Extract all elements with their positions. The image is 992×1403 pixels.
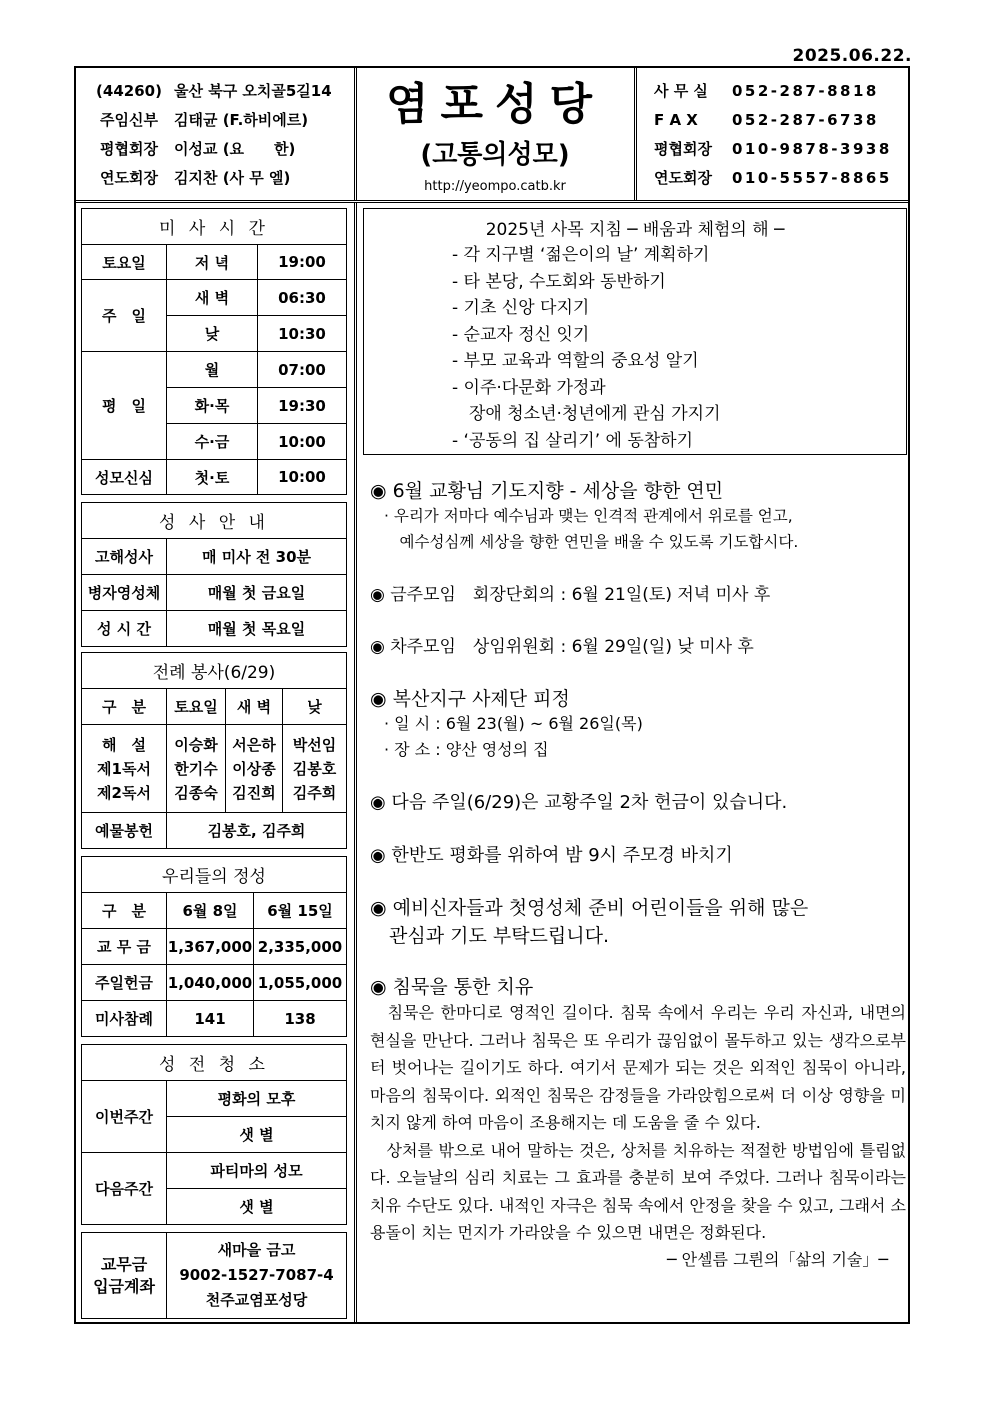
fax-row	[646, 105, 906, 134]
account-label: 교무금	[100, 1254, 148, 1274]
table-cell: 평 일	[82, 352, 167, 460]
yeondo-row	[84, 163, 346, 192]
table-cell	[82, 1233, 167, 1319]
table-cell: 이번주간	[82, 1081, 167, 1153]
offering-title: 우리들의 정성	[82, 857, 347, 893]
table-cell	[283, 725, 347, 813]
table-cell: 김봉호, 김주희	[167, 813, 347, 849]
volunteer-name: 김봉호	[292, 759, 337, 778]
table-cell: 1,040,000	[167, 965, 254, 1001]
table-cell	[226, 725, 283, 813]
parish-url[interactable]: http://yeompo.catb.kr	[424, 179, 566, 194]
table-cell: 주 일	[82, 280, 167, 352]
account-holder: 천주교염포성당	[205, 1291, 308, 1309]
news-papal-collection: ◉ 다음 주일(6/29)은 교황주일 2차 헌금이 있습니다.	[370, 792, 788, 813]
liturgy-title: 전례 봉사(6/29)	[82, 653, 347, 689]
mass-times-title: 미 사 시 간	[82, 209, 347, 245]
news-detail: 예수성심께 세상을 향한 연민을 배울 수 있도록 기도합시다.	[384, 533, 799, 551]
parish-info	[84, 76, 346, 192]
table-cell: 파티마의 성모	[167, 1153, 347, 1189]
table-cell: 예물봉헌	[82, 813, 167, 849]
news-meeting-next-week: ◉ 차주모임 상임위원회 : 6월 29일(일) 낮 미사 후	[370, 637, 754, 657]
table-cell: 낮	[283, 689, 347, 725]
list-item: - 순교자 정신 잇기	[452, 324, 590, 345]
table-cell: 19:00	[258, 245, 347, 280]
postal-code: (44260)	[96, 81, 162, 100]
list-item: - 기초 신앙 다지기	[452, 298, 590, 318]
table-cell: 10:30	[258, 316, 347, 352]
table-cell: 수·금	[167, 424, 258, 460]
offering-table	[81, 856, 347, 1037]
table-cell: 화·목	[167, 388, 258, 424]
catechumen-notice	[370, 894, 906, 950]
volunteer-name: 서은하	[232, 735, 276, 754]
news-detail: · 장 소 : 양산 영성의 집	[384, 740, 549, 759]
news-heading: 관심과 기도 부탁드립니다.	[370, 925, 610, 947]
contact-info	[646, 76, 906, 192]
news-meeting-this-week: ◉ 금주모임 회장단회의 : 6월 21일(토) 저녁 미사 후	[370, 585, 771, 605]
pastor-row	[84, 105, 346, 134]
news-peace-prayer: ◉ 한반도 평화를 위하여 밤 9시 주모경 바치기	[370, 845, 733, 866]
address-row	[84, 76, 346, 105]
header-vdivider-1	[354, 68, 357, 200]
table-cell: 병자영성체	[82, 575, 167, 611]
news-heading: ◉ 6월 교황님 기도지향 - 세상을 향한 연민	[370, 480, 724, 502]
cleaning-table	[81, 1044, 347, 1225]
address: 울산 북구 오치골5길14	[174, 82, 332, 100]
parish-subtitle: (고통의성모)	[420, 140, 570, 170]
volunteer-name: 이승화	[174, 735, 218, 754]
council-row	[84, 134, 346, 163]
yeondo-phone-label: 연도회장	[654, 169, 712, 187]
list-item: - ‘공동의 집 살리기’ 에 동참하기	[452, 430, 694, 451]
yeondo-name: 김지찬 (사 무 엘)	[174, 169, 291, 187]
table-cell: 새 벽	[226, 689, 283, 725]
article-title: ◉ 침묵을 통한 치유	[370, 976, 534, 998]
list-item: - 타 본당, 수도회와 동반하기	[452, 271, 666, 292]
header-divider	[76, 200, 908, 203]
retreat-notice	[370, 684, 906, 763]
volunteer-name: 김종숙	[174, 783, 218, 802]
article-paragraph: 침묵은 한마디로 영적인 길이다. 침묵 속에서 우리는 우리 자신과, 내면의 현실을 만난다. 그러나 침묵은 또 우리가 끊임없이 몰두하고 있는 생각으로부터 벗어나는 길이기도 하다. 여기서 문제가 되는 것은 외적인 침묵이 아니라, 마음의 침묵이다. 외적인 침묵은 감정들을 가라앉힘으로써 더 이상 영향을 미치지 않게 하여 마음이 조용해지는 데 도움을 줄 수 있다.	[370, 1003, 906, 1132]
role-label: 제1독서	[97, 759, 151, 778]
office-label: 사 무 실	[654, 82, 708, 100]
table-cell	[82, 725, 167, 813]
table-cell: 6월 15일	[254, 893, 347, 929]
news-detail: · 우리가 저마다 예수님과 맺는 인격적 관계에서 위로를 얻고,	[384, 507, 793, 525]
table-cell: 매 미사 전 30분	[167, 539, 347, 575]
table-cell: 샛 별	[167, 1117, 347, 1153]
table-cell: 2,335,000	[254, 929, 347, 965]
table-cell: 1,055,000	[254, 965, 347, 1001]
table-cell: 19:30	[258, 388, 347, 424]
list-item: - 부모 교육과 역할의 중요성 알기	[452, 351, 699, 371]
table-cell: 저 녁	[167, 245, 258, 280]
bank-name: 새마을 금고	[217, 1241, 296, 1259]
table-cell: 미사참례	[82, 1001, 167, 1037]
yeondo-label: 연도회장	[100, 169, 158, 187]
fax-label: F A X	[654, 110, 698, 129]
volunteer-name: 김진희	[232, 783, 276, 802]
table-cell: 첫·토	[167, 460, 258, 495]
table-cell: 매월 첫 금요일	[167, 575, 347, 611]
role-label: 해 설	[102, 735, 146, 754]
table-cell: 141	[167, 1001, 254, 1037]
volunteer-name: 이상종	[232, 759, 276, 778]
pastor-name: 김태균 (F.하비에르)	[174, 111, 309, 129]
council-label: 평협회장	[100, 140, 158, 158]
yeondo-phone-row	[646, 163, 906, 192]
table-cell	[167, 1233, 347, 1319]
body-vdivider	[354, 203, 357, 1322]
header-vdivider-2	[634, 68, 637, 200]
volunteer-name: 김주희	[292, 783, 337, 802]
pastor-label: 주임신부	[100, 111, 158, 129]
silence-article	[370, 972, 906, 1270]
role-label: 제2독서	[97, 783, 151, 802]
volunteer-name: 한기수	[174, 759, 218, 778]
table-cell: 6월 8일	[167, 893, 254, 929]
table-cell: 교 무 금	[82, 929, 167, 965]
table-cell: 샛 별	[167, 1189, 347, 1225]
table-cell: 월	[167, 352, 258, 388]
account-number: 9002-1527-7087-4	[179, 1266, 334, 1284]
table-cell: 새 벽	[167, 280, 258, 316]
list-item: - 이주·다문화 가정과	[452, 377, 606, 398]
table-cell: 주일헌금	[82, 965, 167, 1001]
table-cell: 07:00	[258, 352, 347, 388]
sacrament-table	[81, 502, 347, 647]
office-row	[646, 76, 906, 105]
council-phone-label: 평협회장	[654, 140, 712, 158]
table-cell: 매월 첫 목요일	[167, 611, 347, 647]
article-paragraph: 상처를 밖으로 내어 말하는 것은, 상처를 치유하는 적절한 방법임에 틀림없다. 오늘날의 심리 치료는 그 효과를 충분히 보여 주었다. 그러나 침묵이라는 치유 수단도 있다. 내적인 자극은 침묵 속에서 안정을 찾을 수 있고, 그래서 소용돌이 치는 먼지가 가라앉을 수 있으면 내면은 정화된다.	[370, 1140, 906, 1242]
sacrament-title: 성 사 안 내	[82, 503, 347, 539]
table-cell: 1,367,000	[167, 929, 254, 965]
council-phone: 010-9878-3938	[732, 139, 892, 158]
bulletin-frame	[74, 66, 910, 1324]
table-cell: 138	[254, 1001, 347, 1037]
prayer-intention	[370, 476, 906, 555]
news-detail: · 일 시 : 6월 23(월) ~ 6월 26일(목)	[384, 714, 643, 733]
table-cell: 평화의 모후	[167, 1081, 347, 1117]
account-label: 입금계좌	[93, 1276, 155, 1296]
article-source: ─ 안셀름 그륀의「삶의 기술」─	[666, 1249, 888, 1269]
liturgy-table	[81, 652, 347, 849]
table-cell: 10:00	[258, 424, 347, 460]
table-cell: 10:00	[258, 460, 347, 495]
issue-date: 2025.06.22.	[792, 46, 912, 66]
table-cell: 다음주간	[82, 1153, 167, 1225]
guideline-title: 2025년 사목 지침 ─ 배움과 체험의 해 ─	[485, 220, 785, 240]
table-cell: 성 시 간	[82, 611, 167, 647]
council-phone-row	[646, 134, 906, 163]
parish-title: 염포성당	[385, 79, 604, 130]
volunteer-name: 박선임	[292, 735, 337, 754]
list-item: 장애 청소년·청년에게 관심 가지기	[452, 404, 721, 424]
table-cell: 토요일	[82, 245, 167, 280]
guideline-list	[364, 242, 906, 454]
council-name: 이성교 (요 한)	[174, 140, 296, 158]
yeondo-phone: 010-5557-8865	[732, 168, 892, 187]
parish-title-block	[360, 68, 630, 194]
cleaning-title: 성 전 청 소	[82, 1045, 347, 1081]
mass-times-table	[81, 208, 347, 495]
table-cell: 구 분	[82, 689, 167, 725]
office-phone: 052-287-8818	[732, 81, 879, 100]
fax-number: 052-287-6738	[732, 110, 879, 129]
list-item: - 각 지구별 ‘젊은이의 날’ 계획하기	[452, 245, 710, 265]
table-cell: 고해성사	[82, 539, 167, 575]
table-cell: 06:30	[258, 280, 347, 316]
news-heading: ◉ 예비신자들과 첫영성체 준비 어린이들을 위해 많은	[370, 897, 809, 919]
table-cell: 구 분	[82, 893, 167, 929]
table-cell	[167, 725, 226, 813]
table-cell: 토요일	[167, 689, 226, 725]
pastoral-guideline-box	[363, 208, 907, 455]
table-cell: 성모신심	[82, 460, 167, 495]
table-cell: 낮	[167, 316, 258, 352]
account-table	[81, 1232, 347, 1319]
news-heading: ◉ 복산지구 사제단 피정	[370, 688, 570, 710]
